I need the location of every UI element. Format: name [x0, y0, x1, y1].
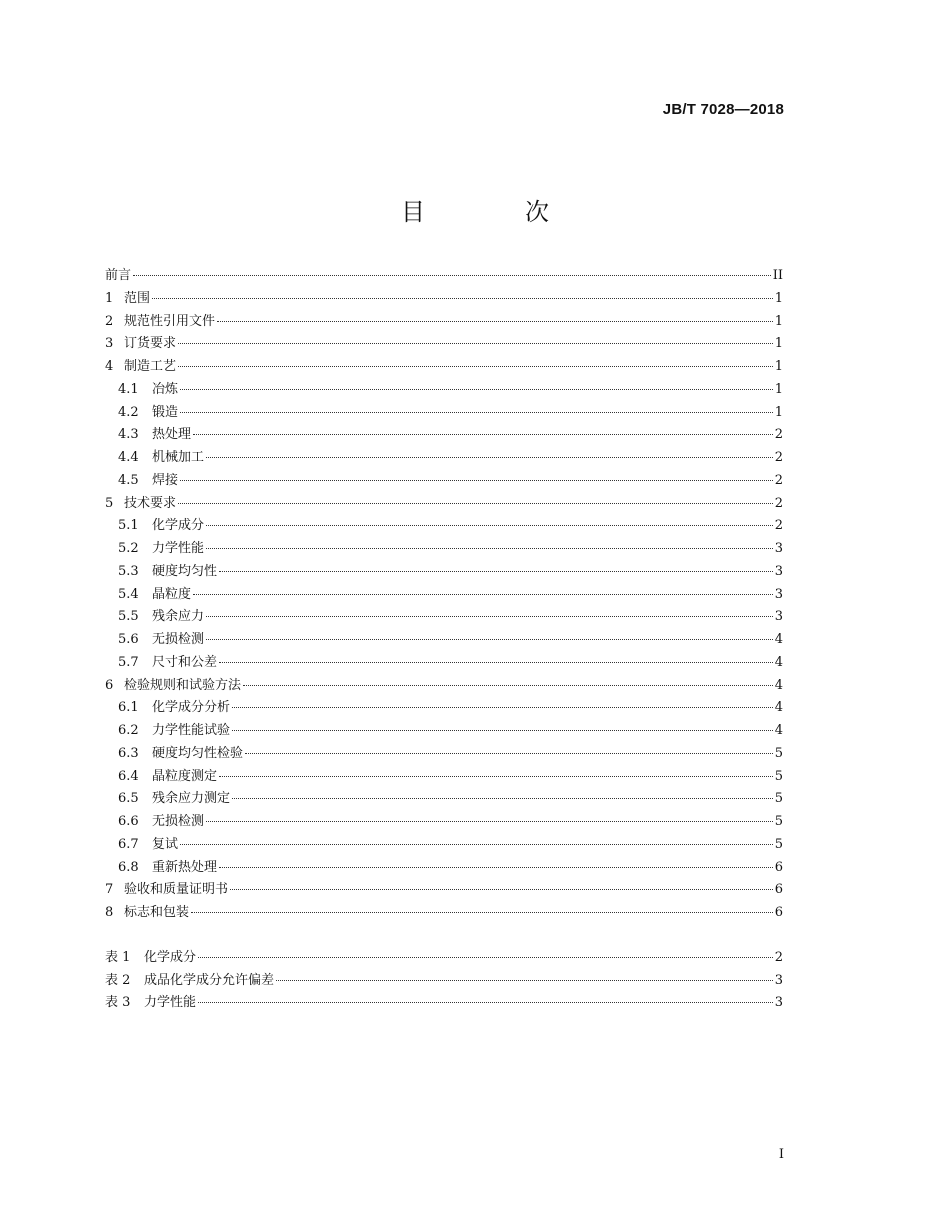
toc-entry-page: 3: [774, 541, 783, 556]
toc-entry-page: 4: [774, 677, 783, 693]
dot-leader: [232, 730, 773, 731]
toc-entry-page: 2: [774, 949, 783, 965]
dot-leader: [193, 434, 773, 435]
toc-entry-number: 5.3: [118, 563, 139, 579]
toc-entry-label: 复试: [152, 836, 179, 852]
toc-entry-number: 表 3: [105, 995, 131, 1011]
toc-entry[interactable]: [105, 310, 783, 333]
toc-entry[interactable]: [105, 583, 783, 606]
toc-entry-page: 5: [774, 791, 783, 807]
toc-entry[interactable]: [105, 833, 783, 856]
toc-entry-number: 5: [105, 495, 114, 511]
toc-entry-page: 2: [774, 518, 783, 534]
toc-entry-label: 化学成分: [152, 518, 205, 534]
toc-entry-label: 机械加工: [152, 450, 205, 465]
toc-entry-label: 标志和包装: [124, 905, 190, 920]
toc-entry-label: 检验规则和试验方法: [124, 677, 242, 693]
dot-leader: [206, 457, 773, 458]
toc-entry-label: 冶炼: [152, 381, 179, 397]
dot-leader: [178, 366, 773, 367]
toc-entry-label: 范围: [124, 290, 151, 306]
toc-entry-page: 4: [774, 700, 783, 716]
toc-entry-label: 晶粒度: [152, 586, 192, 602]
toc-entry[interactable]: [105, 537, 783, 560]
toc-entry-label: 力学性能试验: [152, 723, 231, 738]
dot-leader: [217, 321, 773, 322]
dot-leader: [206, 639, 773, 640]
toc-entry-label: 验收和质量证明书: [124, 882, 229, 898]
toc-entry-number: 6.8: [118, 859, 139, 875]
toc-entry-page: 6: [774, 882, 783, 898]
dot-leader: [232, 798, 773, 799]
toc-entry-number: 6.4: [118, 768, 139, 784]
toc-entry[interactable]: [105, 423, 783, 446]
toc-entry-page: 4: [774, 723, 783, 738]
toc-entry[interactable]: [105, 446, 783, 469]
toc-spacer: [105, 924, 783, 946]
toc-entry-number: 6.3: [118, 745, 139, 761]
toc-entry[interactable]: [105, 628, 783, 651]
toc-entry-number: 6.6: [118, 814, 139, 829]
toc-entry-label: 锻造: [152, 404, 179, 420]
toc-table-entry[interactable]: [105, 969, 783, 992]
toc-entry-label: 无损检测: [152, 814, 205, 829]
toc-entry-label: 化学成分分析: [152, 700, 231, 716]
toc-entry[interactable]: [105, 605, 783, 628]
toc-entry[interactable]: [105, 560, 783, 583]
dot-leader: [206, 821, 773, 822]
toc-entry-number: 4.2: [118, 404, 139, 420]
toc-entry-label: 尺寸和公差: [152, 654, 218, 670]
toc-entry-label: 热处理: [152, 427, 192, 443]
toc-entry-label: 成品化学成分允许偏差: [144, 972, 275, 988]
toc-entry-label: 订货要求: [124, 336, 177, 352]
toc-entry-page: 1: [774, 336, 783, 352]
dot-leader: [219, 571, 773, 572]
dot-leader: [180, 412, 773, 413]
dot-leader: [230, 889, 773, 890]
page-number: I: [778, 1147, 784, 1162]
toc-entry-number: 4: [105, 359, 114, 374]
toc-entry[interactable]: [105, 696, 783, 719]
toc-entry-page: 1: [774, 313, 783, 329]
toc-entry[interactable]: [105, 355, 783, 378]
toc-entry-page: 2: [774, 427, 783, 443]
table-of-contents: [105, 264, 783, 1014]
toc-entry-number: 6.2: [118, 723, 139, 738]
toc-entry[interactable]: [105, 856, 783, 879]
dot-leader: [193, 594, 773, 595]
toc-entry-label: 晶粒度测定: [152, 768, 218, 784]
toc-entry-label: 规范性引用文件: [124, 313, 216, 329]
toc-entry-label: 残余应力: [152, 609, 205, 625]
toc-entry[interactable]: [105, 401, 783, 424]
toc-entry[interactable]: [105, 287, 783, 310]
toc-entry-label: 无损检测: [152, 632, 205, 647]
toc-entry-number: 5.6: [118, 632, 139, 647]
dot-leader: [206, 548, 773, 549]
toc-entry[interactable]: [105, 651, 783, 674]
dot-leader: [245, 753, 773, 754]
toc-entry-number: 6.7: [118, 836, 139, 852]
toc-entry-number: 表 1: [105, 949, 131, 965]
toc-entry-number: 3: [105, 336, 114, 352]
toc-entry-page: 3: [774, 609, 783, 625]
toc-entry-page: 4: [774, 632, 783, 647]
toc-entry-page: 3: [774, 995, 783, 1011]
toc-entry-page: 4: [774, 654, 783, 670]
dot-leader: [180, 389, 773, 390]
toc-entry-number: 6: [105, 677, 114, 693]
toc-entry[interactable]: [105, 878, 783, 901]
toc-entry-number: 5.7: [118, 654, 139, 670]
toc-entry-number: 1: [105, 290, 114, 306]
dot-leader: [206, 616, 773, 617]
toc-entry-page: 1: [774, 404, 783, 420]
toc-entry-label: 焊接: [152, 472, 179, 488]
toc-entry-page: 6: [774, 905, 783, 920]
toc-entry-page: 1: [774, 290, 783, 306]
toc-entry-number: 4.1: [118, 381, 139, 397]
dot-leader: [243, 685, 773, 686]
toc-entry-number: 4.4: [118, 450, 139, 465]
toc-entry-page: 2: [774, 495, 783, 511]
toc-entry-page: 2: [774, 472, 783, 488]
toc-entry-label: 残余应力测定: [152, 791, 231, 807]
toc-entry-number: 5.1: [118, 518, 139, 534]
toc-entry-page: 3: [774, 563, 783, 579]
toc-entry[interactable]: [105, 901, 783, 924]
dot-leader: [219, 867, 773, 868]
dot-leader: [180, 480, 773, 481]
toc-entry-page: 3: [774, 972, 783, 988]
dot-leader: [178, 343, 773, 344]
toc-entry[interactable]: [105, 514, 783, 537]
toc-entry-page: II: [772, 268, 783, 283]
toc-entry[interactable]: [105, 469, 783, 492]
dot-leader: [198, 1002, 773, 1003]
toc-entry-number: 5.4: [118, 586, 139, 602]
dot-leader: [206, 525, 773, 526]
toc-entry-label: 硬度均匀性检验: [152, 745, 244, 761]
toc-entry-page: 5: [774, 768, 783, 784]
toc-entry-label: 力学性能: [144, 995, 197, 1011]
dot-leader: [133, 275, 771, 276]
dot-leader: [198, 957, 773, 958]
dot-leader: [219, 776, 773, 777]
toc-entry-number: 6.5: [118, 791, 139, 807]
toc-entry-number: 表 2: [105, 972, 131, 988]
toc-entry-label: 化学成分: [144, 949, 197, 965]
toc-entry[interactable]: [105, 332, 783, 355]
toc-entry-label: 技术要求: [124, 495, 177, 511]
toc-entry-label: 前言: [105, 268, 132, 283]
toc-entry[interactable]: [105, 810, 783, 833]
dot-leader: [191, 912, 773, 913]
standard-code: JB/T 7028—2018: [662, 101, 784, 118]
dot-leader: [232, 707, 773, 708]
toc-entry[interactable]: [105, 765, 783, 788]
toc-entry[interactable]: [105, 378, 783, 401]
toc-entry-page: 5: [774, 836, 783, 852]
toc-entry-label: 力学性能: [152, 541, 205, 556]
toc-entry-page: 5: [774, 745, 783, 761]
toc-entry[interactable]: [105, 719, 783, 742]
dot-leader: [219, 662, 773, 663]
toc-table-entry[interactable]: [105, 946, 783, 969]
toc-entry-page: 3: [774, 586, 783, 602]
toc-entry-page: 6: [774, 859, 783, 875]
toc-entry-page: 1: [774, 359, 783, 374]
toc-entry-label: 重新热处理: [152, 859, 218, 875]
page-title: 目 次: [401, 198, 587, 226]
dot-leader: [180, 844, 773, 845]
toc-entry-number: 5.2: [118, 541, 139, 556]
toc-entry-number: 2: [105, 313, 114, 329]
toc-entry-number: 6.1: [118, 700, 139, 716]
toc-entry-label: 制造工艺: [124, 359, 177, 374]
toc-entry[interactable]: [105, 787, 783, 810]
toc-entry[interactable]: [105, 264, 783, 287]
toc-entry-number: 7: [105, 882, 114, 898]
toc-entry[interactable]: [105, 674, 783, 697]
toc-entry-number: 4.3: [118, 427, 139, 443]
toc-entry-number: 5.5: [118, 609, 139, 625]
toc-entry-number: 4.5: [118, 472, 139, 488]
toc-entry-label: 硬度均匀性: [152, 563, 218, 579]
toc-entry-page: 1: [774, 381, 783, 397]
toc-entry-page: 2: [774, 450, 783, 465]
toc-entry[interactable]: [105, 492, 783, 515]
dot-leader: [276, 980, 773, 981]
toc-entry[interactable]: [105, 742, 783, 765]
dot-leader: [152, 298, 773, 299]
toc-entry-page: 5: [774, 814, 783, 829]
toc-table-entry[interactable]: [105, 991, 783, 1014]
toc-entry-number: 8: [105, 905, 114, 920]
dot-leader: [178, 503, 773, 504]
